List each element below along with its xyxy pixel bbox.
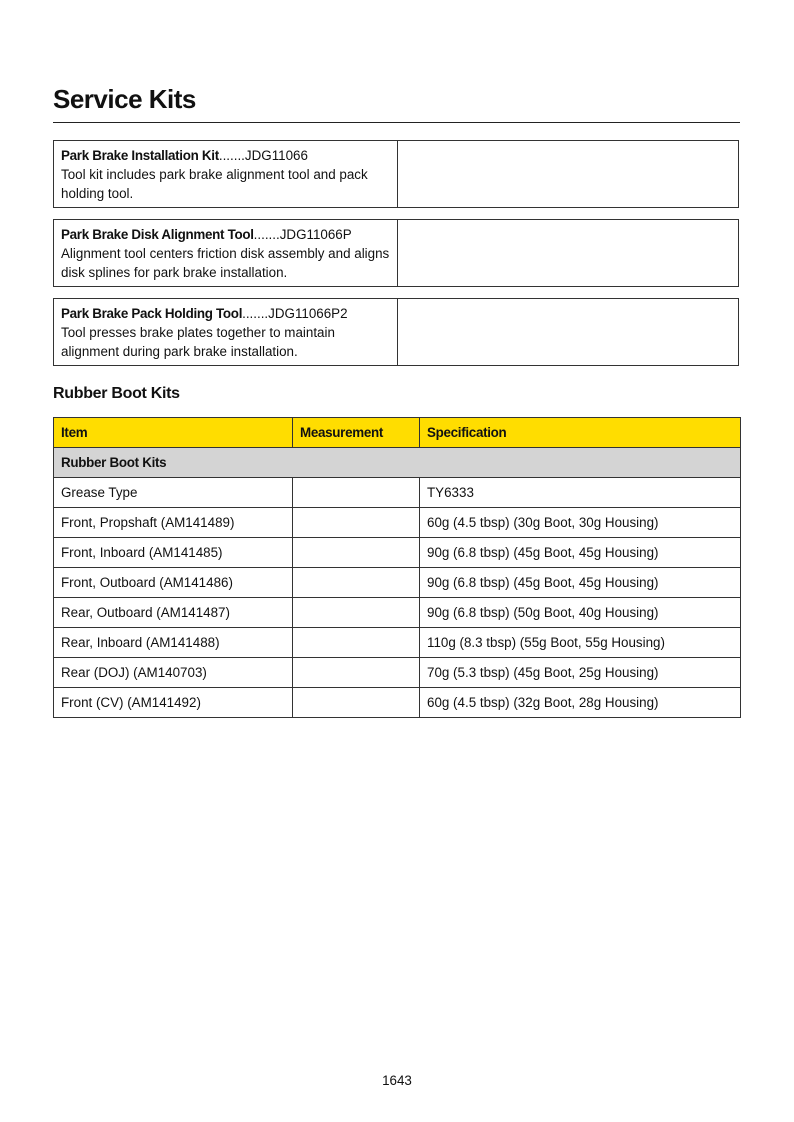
cell-specification: 60g (4.5 tbsp) (30g Boot, 30g Housing) xyxy=(420,508,741,538)
cell-item: Front, Propshaft (AM141489) xyxy=(54,508,293,538)
cell-specification: 90g (6.8 tbsp) (45g Boot, 45g Housing) xyxy=(420,568,741,598)
rubber-boot-spec-table xyxy=(53,417,741,718)
table-row xyxy=(54,478,741,508)
kit-description: Tool presses brake plates together to maintain alignment during park brake installation. xyxy=(61,325,335,359)
table-row xyxy=(54,568,741,598)
cell-measurement xyxy=(293,508,420,538)
kit-description: Alignment tool centers friction disk assembly and aligns disk splines for park brake installation. xyxy=(61,246,390,280)
column-header-measurement: Measurement xyxy=(293,418,420,448)
kit-box-installation-kit xyxy=(53,140,739,208)
kit-dots: ....... xyxy=(253,227,280,242)
cell-measurement xyxy=(293,688,420,718)
cell-item: Front, Outboard (AM141486) xyxy=(54,568,293,598)
page-number: 1643 xyxy=(382,1073,412,1088)
table-row xyxy=(54,508,741,538)
kit-description-cell xyxy=(54,141,398,207)
cell-specification: 70g (5.3 tbsp) (45g Boot, 25g Housing) xyxy=(420,658,741,688)
cell-item: Grease Type xyxy=(54,478,293,508)
table-row xyxy=(54,538,741,568)
column-header-item: Item xyxy=(54,418,293,448)
section-title-rubber-boot-kits: Rubber Boot Kits xyxy=(53,385,180,402)
cell-specification: 90g (6.8 tbsp) (50g Boot, 40g Housing) xyxy=(420,598,741,628)
kit-part-number: JDG11066 xyxy=(244,148,308,163)
table-row xyxy=(54,688,741,718)
table-row xyxy=(54,598,741,628)
kit-part-number: JDG11066P2 xyxy=(268,306,348,321)
page-title: Service Kits xyxy=(53,84,196,114)
cell-measurement xyxy=(293,658,420,688)
cell-measurement xyxy=(293,478,420,508)
cell-specification: 60g (4.5 tbsp) (32g Boot, 28g Housing) xyxy=(420,688,741,718)
cell-specification: TY6333 xyxy=(420,478,741,508)
kit-image-cell xyxy=(398,299,738,365)
kit-description: Tool kit includes park brake alignment tool and pack holding tool. xyxy=(61,167,368,201)
cell-item: Rear (DOJ) (AM140703) xyxy=(54,658,293,688)
table-row xyxy=(54,628,741,658)
cell-measurement xyxy=(293,568,420,598)
title-divider xyxy=(53,122,740,123)
cell-specification: 90g (6.8 tbsp) (45g Boot, 45g Housing) xyxy=(420,538,741,568)
cell-measurement xyxy=(293,628,420,658)
kit-name: Park Brake Pack Holding Tool xyxy=(61,306,243,321)
cell-item: Front, Inboard (AM141485) xyxy=(54,538,293,568)
group-label: Rubber Boot Kits xyxy=(54,448,741,478)
kit-dots: ....... xyxy=(242,306,269,321)
cell-item: Rear, Inboard (AM141488) xyxy=(54,628,293,658)
kit-dots: ....... xyxy=(218,148,245,163)
kit-name: Park Brake Disk Alignment Tool xyxy=(61,227,254,242)
kit-name: Park Brake Installation Kit xyxy=(61,148,219,163)
kit-part-number: JDG11066P xyxy=(279,227,352,242)
cell-item: Rear, Outboard (AM141487) xyxy=(54,598,293,628)
kit-box-disk-alignment-tool xyxy=(53,219,739,287)
table-group-row xyxy=(54,448,741,478)
cell-measurement xyxy=(293,598,420,628)
kit-image-cell xyxy=(398,220,738,286)
column-header-specification: Specification xyxy=(420,418,741,448)
kit-box-pack-holding-tool xyxy=(53,298,739,366)
table-header-row xyxy=(54,418,741,448)
kit-description-cell xyxy=(54,299,398,365)
cell-measurement xyxy=(293,538,420,568)
kit-image-cell xyxy=(398,141,738,207)
kit-description-cell xyxy=(54,220,398,286)
cell-item: Front (CV) (AM141492) xyxy=(54,688,293,718)
cell-specification: 110g (8.3 tbsp) (55g Boot, 55g Housing) xyxy=(420,628,741,658)
table-row xyxy=(54,658,741,688)
